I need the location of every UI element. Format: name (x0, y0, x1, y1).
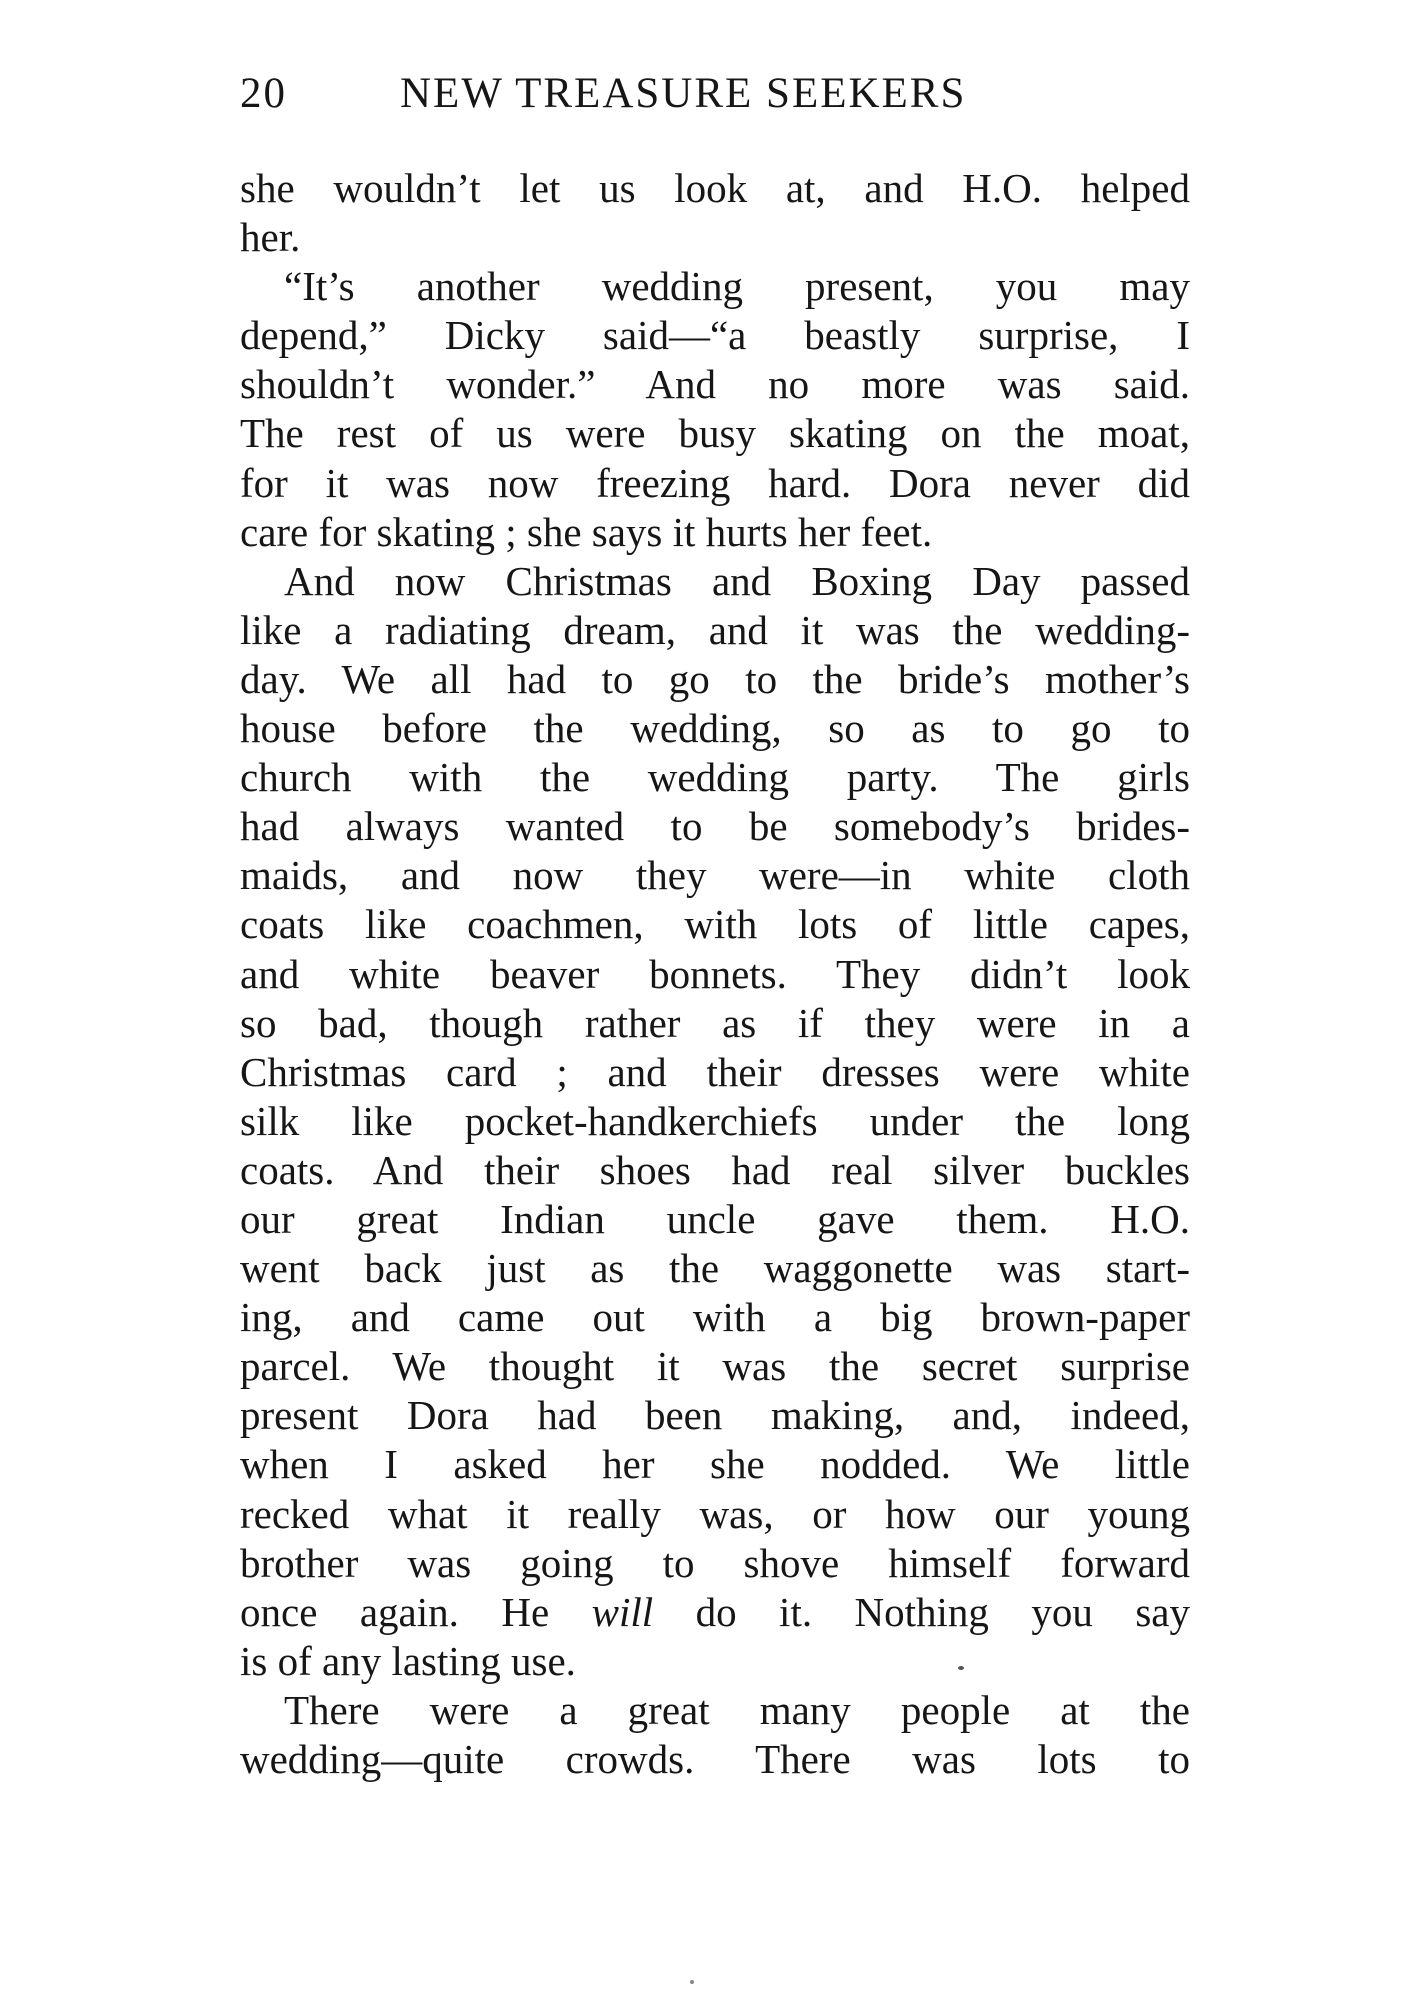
text-line: our great Indian uncle gave them. H.O. (240, 1195, 1190, 1242)
text-line: like a radiating dream, and it was the wedding- (240, 606, 1190, 653)
page-number: 20 (240, 70, 287, 117)
text-line: house before the wedding, so as to go to (240, 705, 1190, 752)
text-line: for it was now freezing hard. Dora never did (240, 459, 1190, 506)
italic-word: will (591, 1588, 654, 1635)
text-line: day. We all had to go to the bride’s mother’s (240, 655, 1190, 702)
running-title: NEW TREASURE SEEKERS (400, 70, 967, 117)
text-line: her. (240, 214, 301, 261)
print-speck (958, 1666, 964, 1670)
text-line: brother was going to shove himself forward (240, 1539, 1190, 1586)
text-line: present Dora had been making, and, indeed, (240, 1392, 1190, 1439)
text-line: “It’s another wedding present, you may (284, 263, 1190, 310)
text-line: ing, and came out with a big brown-paper (240, 1294, 1190, 1341)
page-header (240, 64, 1200, 124)
text-line: coats. And their shoes had real silver buckles (240, 1146, 1190, 1193)
text-line: she wouldn’t let us look at, and H.O. helped (240, 165, 1190, 211)
print-speck (690, 1980, 694, 1984)
text-line: wedding—quite crowds. There was lots to (240, 1736, 1190, 1782)
body-text (240, 164, 1190, 1784)
text-line: The rest of us were busy skating on the moat, (240, 410, 1190, 457)
text-line: so bad, though rather as if they were in a (240, 999, 1190, 1046)
text-line: coats like coachmen, with lots of little capes, (240, 901, 1190, 948)
text-line: depend,” Dicky said—“a beastly surprise, I (240, 312, 1190, 359)
text-segment: do it. Nothing you say (653, 1588, 1190, 1635)
text-segment: once again. He (240, 1588, 592, 1635)
text-line: when I asked her she nodded. We little (240, 1441, 1190, 1488)
text-line: shouldn’t wonder.” And no more was said. (240, 361, 1190, 408)
text-line: and white beaver bonnets. They didn’t look (240, 950, 1190, 997)
text-line: church with the wedding party. The girls (240, 754, 1190, 801)
text-line: silk like pocket-handkerchiefs under the long (240, 1097, 1190, 1144)
text-line: maids, and now they were—in white cloth (240, 852, 1190, 899)
text-line: recked what it really was, or how our young (240, 1490, 1190, 1537)
text-line: had always wanted to be somebody’s brides- (240, 803, 1190, 850)
text-line-with-italic (240, 1588, 1190, 1637)
text-line: went back just as the waggonette was start- (240, 1245, 1190, 1292)
text-line: And now Christmas and Boxing Day passed (284, 557, 1190, 604)
text-line: care for skating ; she says it hurts her feet. (240, 508, 933, 555)
text-line: Christmas card ; and their dresses were white (240, 1048, 1190, 1095)
text-line: parcel. We thought it was the secret surprise (240, 1343, 1190, 1390)
text-line: is of any lasting use. (240, 1637, 576, 1684)
text-line: There were a great many people at the (284, 1686, 1190, 1733)
